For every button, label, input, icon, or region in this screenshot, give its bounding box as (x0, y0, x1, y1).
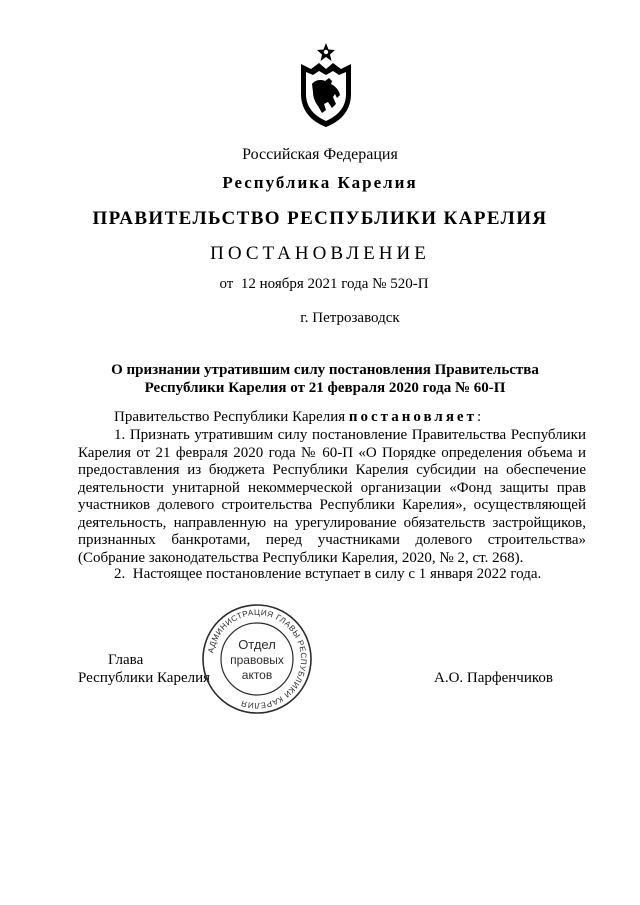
title-line-2: Республики Карелия от 21 февраля 2020 года № 60-П (144, 380, 506, 396)
intro-suffix: : (476, 409, 482, 425)
karelia-coat-of-arms-icon (295, 42, 357, 128)
document-date: от 12 ноября 2021 года № 520-П (219, 276, 429, 292)
document-title (90, 361, 560, 397)
stamp-line-3: актов (241, 668, 273, 682)
intro-prefix: Правительство Республики Карелия (114, 409, 349, 425)
country-name: Российская Федерация (242, 146, 398, 163)
stamp-line-2: правовых (230, 653, 284, 667)
republic-name: Республика Карелия (222, 173, 418, 192)
document-city: г. Петрозаводск (300, 310, 400, 326)
signatory-post-line-2: Республики Карелия (78, 670, 211, 686)
signatory-name: А.О. Парфенчиков (434, 670, 553, 686)
decree-intro (78, 409, 586, 427)
official-stamp (201, 603, 313, 715)
intro-keyword: постановляет (348, 409, 477, 425)
signatory-post-line-1: Глава (108, 652, 144, 668)
document-type: ПОСТАНОВЛЕНИЕ (210, 243, 430, 264)
title-line-1: О признании утратившим силу постановления Правительства (111, 362, 539, 378)
stamp-ring-text: АДМИНИСТРАЦИЯ ГЛАВЫ РЕСПУБЛИКИ КАРЕЛИЯ (206, 607, 309, 711)
government-name: ПРАВИТЕЛЬСТВО РЕСПУБЛИКИ КАРЕЛИЯ (92, 208, 548, 229)
paragraph-1: 1. Признать утратившим силу постановление Правительства Республики Карелия от 21 февраля 2020 года № 60-П «О Порядке определения объема и предоставления из бюджета Республики Карелия субсидии на обеспечение деятельности унитарной некоммерческой организации «Фонд защиты прав участников долевого строительства Республики Карелия», осуществляющей деятельность, направленную на урегулирование обязательств застройщиков, признанных банкротами, перед участниками долевого строительства» (Собрание законодательства Республики Карелия, 2020, № 2, ст. 268). (78, 427, 586, 566)
stamp-line-1: Отдел (238, 637, 276, 652)
paragraph-2: 2. Настоящее постановление вступает в силу с 1 января 2022 года. (114, 566, 542, 582)
